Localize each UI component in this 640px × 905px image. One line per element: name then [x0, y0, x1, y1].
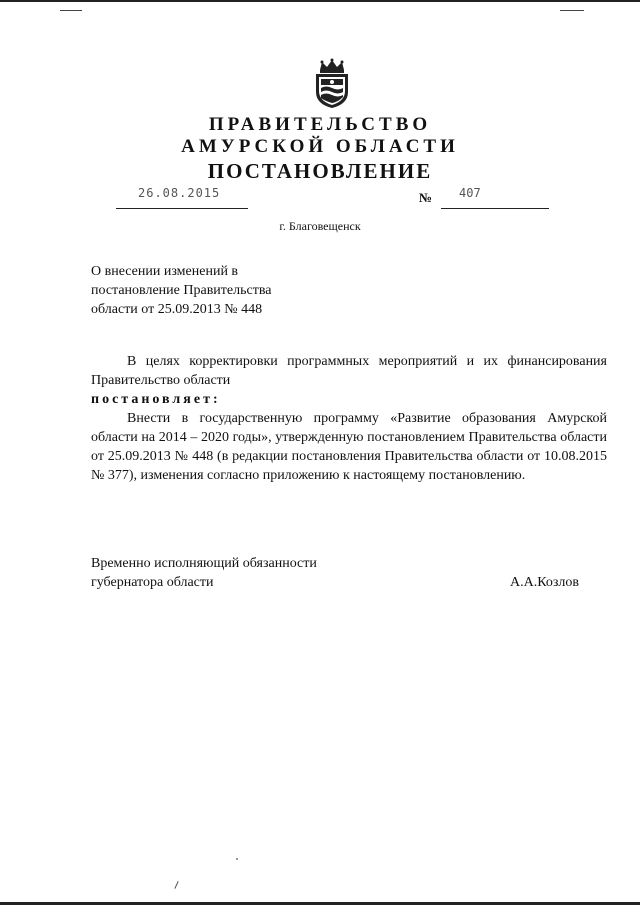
signatory-position-line2: губернатора области: [91, 575, 214, 590]
coat-of-arms-icon: [310, 58, 354, 110]
date-field: [116, 186, 248, 209]
signature-block: [91, 554, 607, 592]
signatory-name: А.А.Козлов: [510, 575, 579, 590]
document-subject: [91, 262, 311, 319]
region-title: АМУРСКОЙ ОБЛАСТИ: [181, 136, 459, 157]
scan-speck: [236, 858, 238, 860]
intro-paragraph: В целях корректировки программных мероприятий и их финансирования Правительство области: [91, 354, 607, 388]
scan-mark: [174, 881, 178, 889]
document-type-title: ПОСТАНОВЛЕНИЕ: [207, 159, 433, 183]
document-number: 407: [459, 186, 481, 200]
signatory-position-line1: Временно исполняющий обязанности: [91, 556, 317, 571]
subject-line: постановление Правительства: [91, 283, 272, 298]
scan-mark: [560, 10, 584, 11]
decree-word: постановляет:: [91, 392, 221, 407]
page-top-border: [0, 0, 640, 2]
subject-line: О внесении изменений в: [91, 264, 239, 279]
city-label: г. Благовещенск: [279, 219, 361, 233]
government-title: ПРАВИТЕЛЬСТВО: [208, 114, 432, 135]
document-body: [91, 352, 607, 485]
scan-mark: [60, 10, 82, 11]
date-value: 26.08.2015: [138, 186, 221, 200]
number-field: [441, 186, 549, 209]
main-paragraph: Внести в государственную программу «Развитие образования Амурской области на 2014 – 2020 годы», утвержденную постановлением Правительства области от 25.09.2013 № 448 (в редакции постановления Правительства области от 10.08.2015 № 377), изменения согласно приложению к настоящему постановлению.: [91, 411, 607, 483]
subject-line: области от 25.09.2013 № 448: [91, 302, 263, 317]
number-label: №: [419, 190, 433, 205]
